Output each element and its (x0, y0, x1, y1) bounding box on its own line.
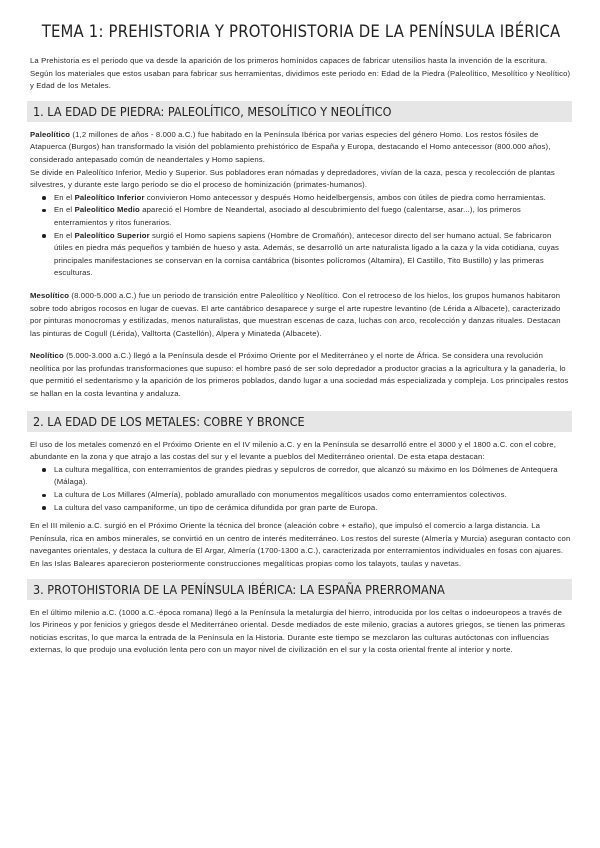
section-2-heading: 2. LA EDAD DE LOS METALES: COBRE Y BRONCE (27, 411, 572, 432)
section-3-heading: 3. PROTOHISTORIA DE LA PENÍNSULA IBÉRICA: LA ESPAÑA PRERROMANA (27, 579, 572, 600)
mesolithic-paragraph (30, 290, 572, 340)
list-item: En el Paleolítico Medio apareció el Hombre de Neandertal, asociado al descubrimiento del fuego (calentarse, asar...), los primeros enterramientos y ritos funerarios. (54, 204, 572, 229)
neolithic-text: (5.000-3.000 a.C.) llegó a la Península desde el Próximo Oriente por el Mediterráneo y el norte de África. Se considera una revolución neolítica por las profundas transformaciones que supuso: el hombre pasó de ser solo depredador a productor gracias a la agricultura y la ganadería, lo que permitió el sedentarismo y la aparición de los primeros poblados, dando lugar a una sociedad más especializada y compleja. Los principales restos se hallan en la costa levantina y andaluza. (30, 351, 569, 399)
list-item: En el Paleolítico Superior surgió el Homo sapiens sapiens (Hombre de Cromañón), antecesor directo del ser humano actual. Se fabricaron útiles en piedra más pequeños y también de hueso y asta. Además, se desarrolló un arte naturalista ligado a la caza y la vida cotidiana, cuyas principales manifestaciones se conservan en la cornisa cantábrica (bisontes polícromos (Altamira), El Castillo, Tito Bustillo) y las primeras esculturas. (54, 230, 572, 280)
neolithic-term: Neolítico (30, 351, 64, 361)
metals-paragraph-2: En el III milenio a.C. surgió en el Próximo Oriente la técnica del bronce (aleación cobre + estaño), que impulsó el comercio a larga distancia. La Península, rica en ambos minerales, se convirtió en un centro de interés mediterráneo. Los restos del sureste (Almería y Murcia) aseguran contacto con navegantes orientales, y destaca la cultura de El Argar, Almería (1700-1300 a.C.), caracterizada por enterramientos individuales en fosas con ajuares. En las Islas Baleares aparecieron posteriormente construcciones megalíticas propias como los talayots, taulas y navetas. (30, 521, 571, 568)
mesolithic-term: Mesolítico (30, 290, 70, 300)
list-item: En el Paleolítico Inferior convivieron Homo antecessor y después Homo heidelbergensis, ambos con útiles de piedra como herramientas. (54, 192, 572, 205)
paleolithic-term: Paleolítico (30, 129, 71, 139)
list-item: La cultura megalítica, con enterramientos de grandes piedras y sepulcros de corredor, que alcanzó su máximo en los Dólmenes de Antequera (Málaga). (54, 464, 572, 489)
intro-paragraph: La Prehistoria es el periodo que va desde la aparición de los primeros homínidos capaces de fabricar utensilios hasta la invención de la escritura. Según los materiales que estos usaban para fabricar sus herramientas, dividimos este periodo en: Edad de la Piedra (Paleolítico, Mesolítico y Neolítico) y Edad de los Metales. (30, 56, 571, 91)
list-item: La cultura de Los Millares (Almería), poblado amurallado con monumentos megalíticos usados como enterramientos colectivos. (54, 489, 572, 502)
paleolithic-division: Se divide en Paleolítico Inferior, Medio y Superior. Sus pobladores eran nómadas y depredadores, vivían de la caza, pesca y recolección de plantas silvestres, y durante este largo periodo se dio el proceso de hominización (primates-humanos). (30, 167, 555, 190)
paleolithic-list (30, 192, 572, 280)
document-page (30, 22, 572, 663)
paleolithic-text: (1,2 millones de años - 8.000 a.C.) fue habitado en la Península Ibérica por varias especies del género Homo. Los restos fósiles de Atapuerca (Burgos) han transformado la visión del poblamiento prehistórico de España y Europa, destacando el Homo antecessor (800.000 años), considerado antepasado común de neandertales y Homo sapiens. (30, 129, 551, 164)
metals-paragraph-1: El uso de los metales comenzó en el Próximo Oriente en el IV milenio a.C. y en la Península se desarrolló entre el 3000 y el 1800 a.C. con el cobre, abundante en la zona y que atrajo a las costas del sur y el levante a pueblos del Mediterráneo oriental. De esta etapa destacan: (30, 439, 557, 462)
list-item: La cultura del vaso campaniforme, un tipo de cerámica difundida por gran parte de Europa. (54, 502, 572, 515)
section-1-heading: 1. LA EDAD DE PIEDRA: PALEOLÍTICO, MESOLÍTICO Y NEOLÍTICO (27, 101, 572, 122)
mesolithic-text: (8.000-5.000 a.C.) fue un periodo de transición entre Paleolítico y Neolítico. Con el retroceso de los hielos, los grupos humanos habitaron sobre todo abrigos rocosos en lugar de cuevas. El arte cantábrico desaparece y surge el arte rupestre levantino (de Lérida a Albacete), caracterizado por pinturas monocromas y estilizadas, menos naturalistas, que muestran escenas de caza, luchas con arco, recolección y danzas rituales. Destacan las pinturas de Cogull (Lérida), Valltorta (Castellón), Alpera y Minateda (Albacete). (30, 290, 561, 338)
paleolithic-paragraph (30, 129, 572, 167)
protohistory-paragraph: En el último milenio a.C. (1000 a.C.-época romana) llegó a la Península la metalurgia del hierro, introducida por los celtas o indoeuropeos a través de los Pirineos y por fenicios y griegos desde el Mediterráneo oriental. Desde mediados de este milenio, gracias a autores griegos, se tienen las primeras noticias escritas, lo que marca la entrada de la Península en la Historia. Durante este tiempo se mezclaron las culturas autóctonas con influencias externas, lo que produjo una evolución lenta pero con un mayor nivel de civilización en el sur y la costa oriental frente al interior y norte. (30, 607, 565, 655)
metals-list (30, 464, 572, 514)
page-title: TEMA 1: PREHISTORIA Y PROTOHISTORIA DE LA PENÍNSULA IBÉRICA (41, 22, 561, 41)
neolithic-paragraph (30, 350, 572, 400)
